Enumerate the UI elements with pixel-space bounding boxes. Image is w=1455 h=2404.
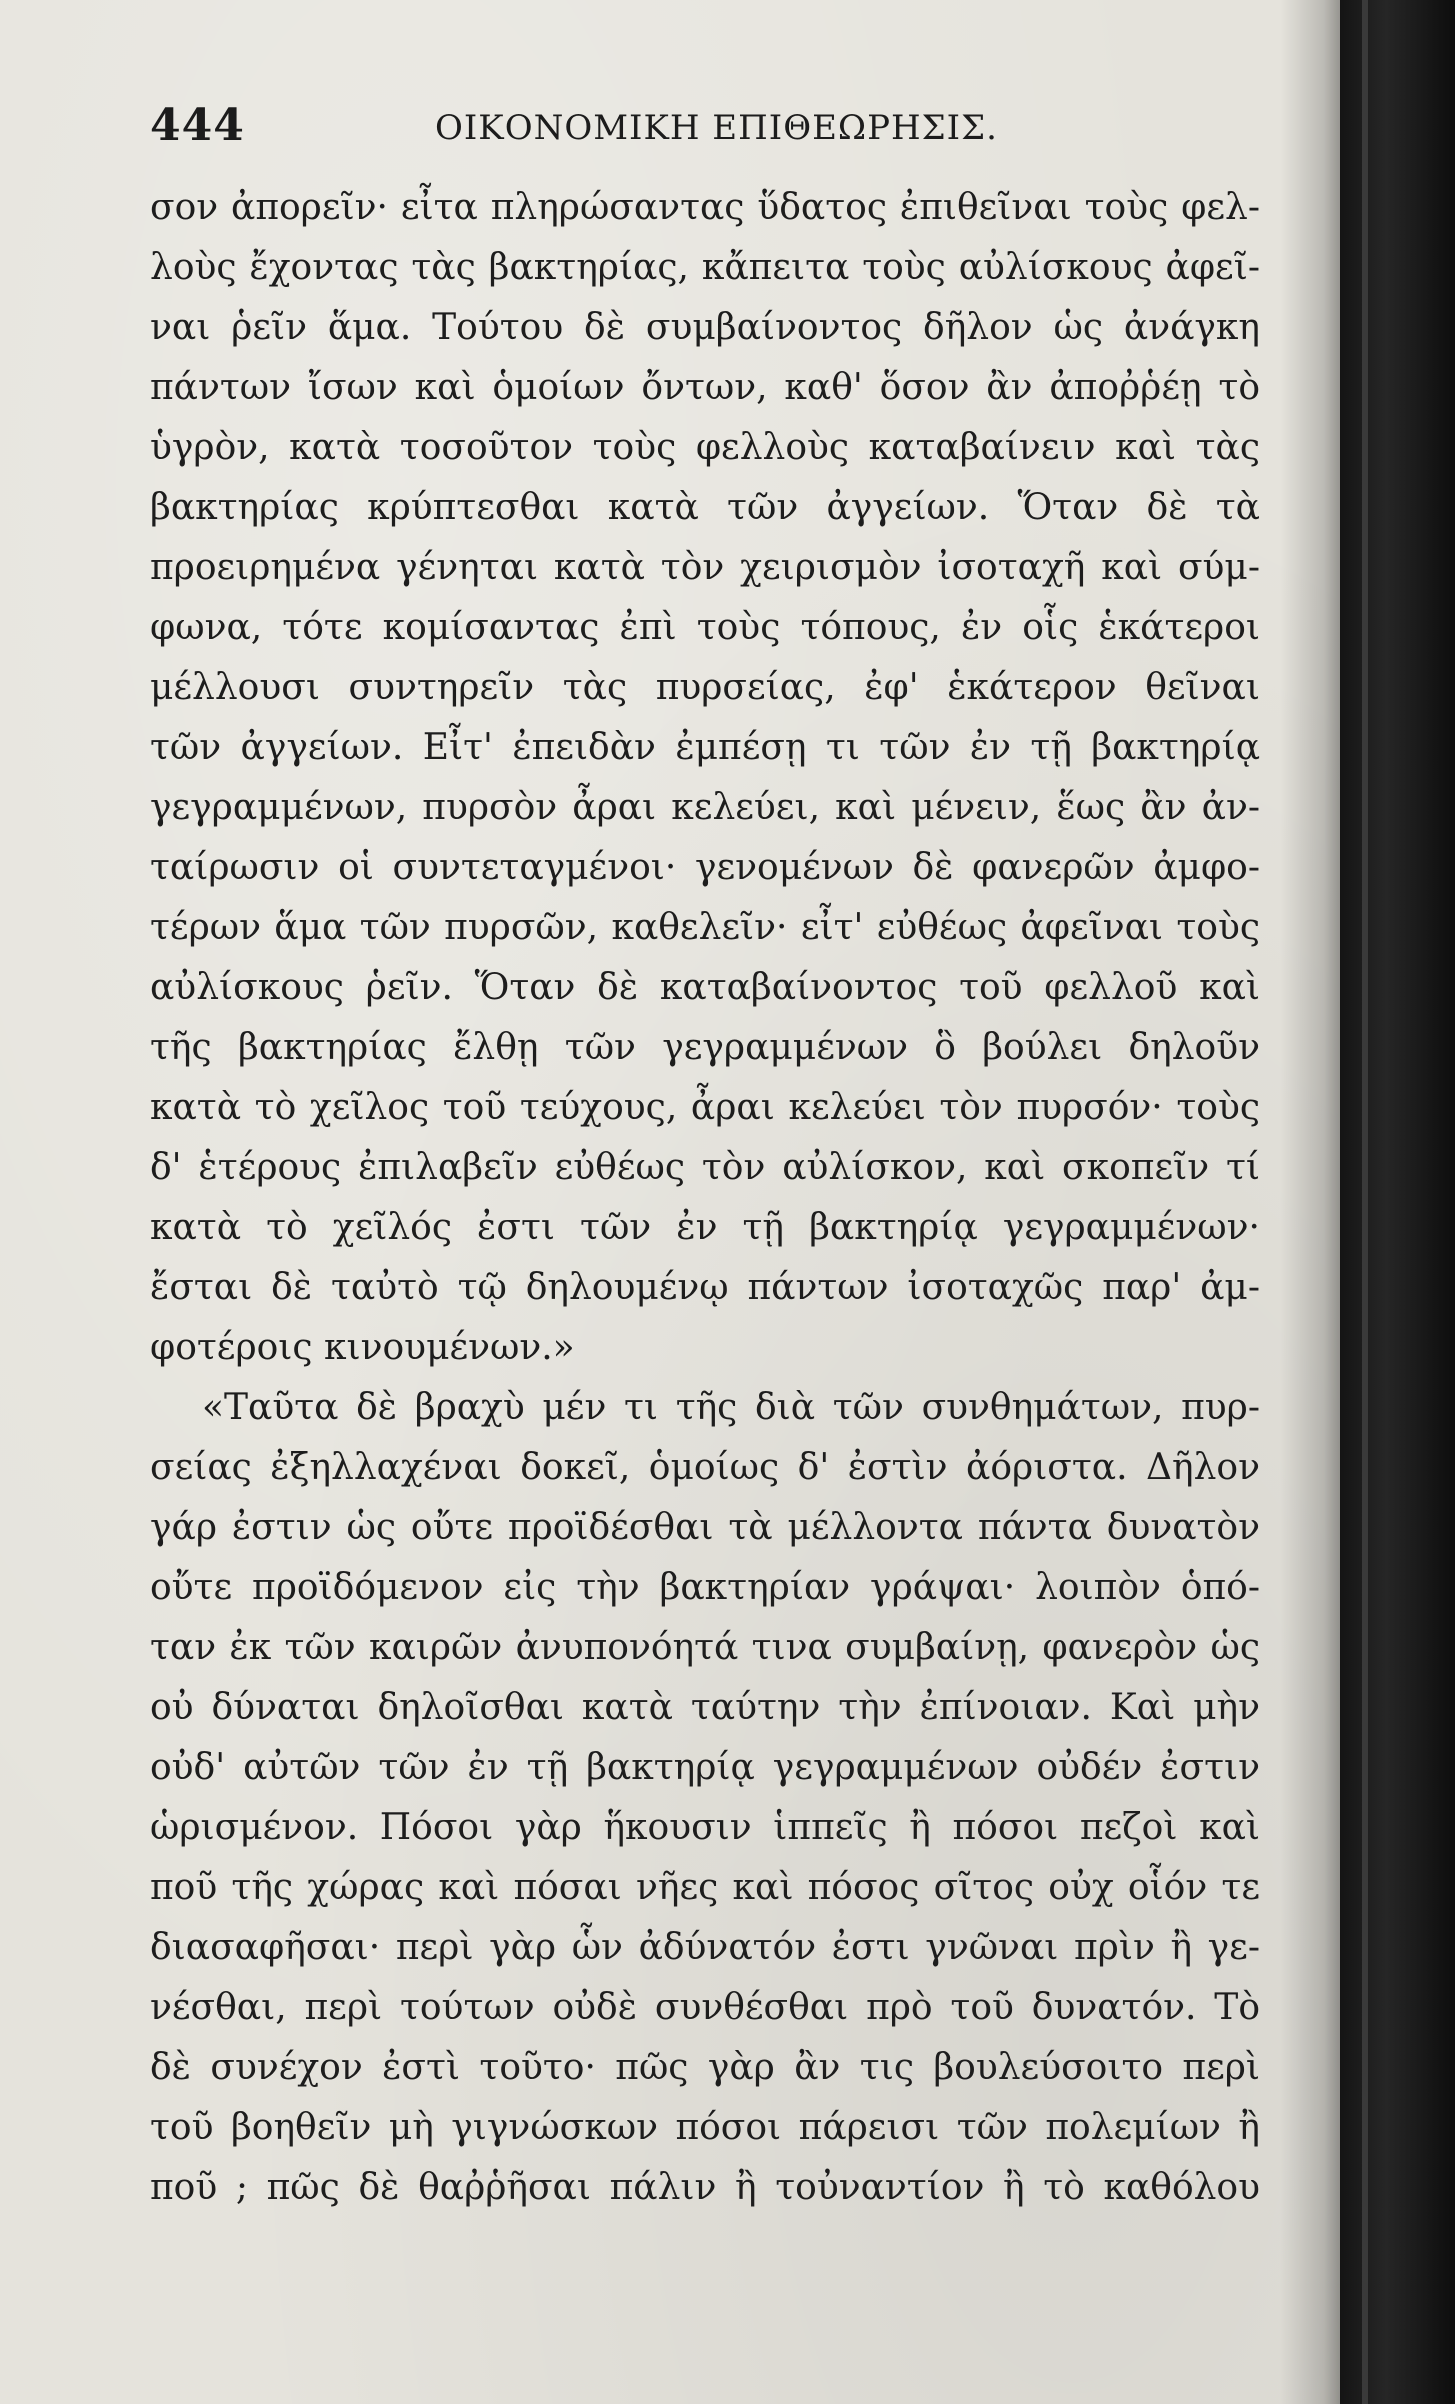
text-line: γάρ ἐστιν ὡς οὔτε προϊδέσθαι τὰ μέλλοντα πάντα δυνατὸν (150, 1507, 1260, 1548)
text-line: σείας ἐξηλλαχέναι δοκεῖ, ὁμοίως δ' ἐστὶν ἀόριστα. Δῆλον (150, 1447, 1260, 1488)
text-line: λοὺς ἔχοντας τὰς βακτηρίας, κἄπειτα τοὺς αὐλίσκους ἀφεῖ- (150, 247, 1260, 288)
text-line: τέρων ἅμα τῶν πυρσῶν, καθελεῖν· εἶτ' εὐθέως ἀφεῖναι τοὺς (150, 907, 1260, 948)
text-line: οὐ δύναται δηλοῖσθαι κατὰ ταύτην τὴν ἐπίνοιαν. Καὶ μὴν (150, 1687, 1260, 1728)
text-line: δὲ συνέχον ἐστὶ τοῦτο· πῶς γὰρ ἂν τις βουλεύσοιτο περὶ (150, 2047, 1260, 2088)
text-line: ὑγρὸν, κατὰ τοσοῦτον τοὺς φελλοὺς καταβαίνειν καὶ τὰς (150, 427, 1260, 468)
book-binding (1340, 0, 1455, 2404)
binding-edge (1362, 0, 1368, 2404)
text-line: ὡρισμένον. Πόσοι γὰρ ἥκουσιν ἱππεῖς ἢ πόσοι πεζοὶ καὶ (150, 1807, 1260, 1848)
text-line: οὔτε προϊδόμενον εἰς τὴν βακτηρίαν γράψαι· λοιπὸν ὁπό- (150, 1567, 1260, 1608)
text-line: αὐλίσκους ῥεῖν. Ὅταν δὲ καταβαίνοντος τοῦ φελλοῦ καὶ (150, 967, 1260, 1008)
text-line: φωνα, τότε κομίσαντας ἐπὶ τοὺς τόπους, ἐν οἷς ἑκάτεροι (150, 607, 1260, 648)
text-line: κατὰ τὸ χεῖλος τοῦ τεύχους, ἆραι κελεύει τὸν πυρσόν· τοὺς (150, 1087, 1260, 1128)
text-line: τῆς βακτηρίας ἔλθῃ τῶν γεγραμμένων ὃ βούλει δηλοῦν (150, 1027, 1260, 1068)
text-line: ἔσται δὲ ταὐτὸ τῷ δηλουμένῳ πάντων ἰσοταχῶς παρ' ἀμ- (150, 1267, 1260, 1308)
text-line: γεγραμμένων, πυρσὸν ἆραι κελεύει, καὶ μένειν, ἕως ἂν ἀν- (150, 787, 1260, 828)
text-line: ποῦ ; πῶς δὲ θαῤῥῆσαι πάλιν ἢ τοὐναντίον ἢ τὸ καθόλου (150, 2167, 1260, 2208)
text-line: τῶν ἀγγείων. Εἶτ' ἐπειδὰν ἐμπέσῃ τι τῶν ἐν τῇ βακτηρίᾳ (150, 727, 1260, 768)
body-text (150, 178, 1260, 2218)
text-line: ταίρωσιν οἱ συντεταγμένοι· γενομένων δὲ φανερῶν ἀμφο- (150, 847, 1260, 888)
text-line: «Ταῦτα δὲ βραχὺ μέν τι τῆς διὰ τῶν συνθημάτων, πυρ- (202, 1387, 1260, 1428)
text-line: ποῦ τῆς χώρας καὶ πόσαι νῆες καὶ πόσος σῖτος οὐχ οἷόν τε (150, 1867, 1260, 1908)
text-line: διασαφῆσαι· περὶ γὰρ ὧν ἀδύνατόν ἐστι γνῶναι πρὶν ἢ γε- (150, 1927, 1260, 1968)
text-line: νέσθαι, περὶ τούτων οὐδὲ συνθέσθαι πρὸ τοῦ δυνατόν. Τὸ (150, 1987, 1260, 2028)
text-line: τοῦ βοηθεῖν μὴ γιγνώσκων πόσοι πάρεισι τῶν πολεμίων ἢ (150, 2107, 1260, 2148)
text-line: οὐδ' αὐτῶν τῶν ἐν τῇ βακτηρίᾳ γεγραμμένων οὐδέν ἐστιν (150, 1747, 1260, 1788)
page-number: 444 (150, 100, 245, 151)
page-header (150, 100, 1260, 160)
text-line: ταν ἐκ τῶν καιρῶν ἀνυπονόητά τινα συμβαίνῃ, φανερὸν ὡς (150, 1627, 1260, 1668)
text-line: μέλλουσι συντηρεῖν τὰς πυρσείας, ἐφ' ἑκάτερον θεῖναι (150, 667, 1260, 708)
text-line: κατὰ τὸ χεῖλός ἐστι τῶν ἐν τῇ βακτηρίᾳ γεγραμμένων· (150, 1207, 1260, 1248)
text-line: φοτέροις κινουμένων.» (150, 1327, 575, 1368)
text-line: ναι ῥεῖν ἅμα. Τούτου δὲ συμβαίνοντος δῆλον ὡς ἀνάγκη (150, 307, 1260, 348)
running-title: ΟΙΚΟΝΟΜΙΚΗ ΕΠΙΘΕΩΡΗΣΙΣ. (435, 108, 998, 148)
text-line: προειρημένα γένηται κατὰ τὸν χειρισμὸν ἰσοταχῆ καὶ σύμ- (150, 547, 1260, 588)
text-line: σον ἀπορεῖν· εἶτα πληρώσαντας ὕδατος ἐπιθεῖναι τοὺς φελ- (150, 187, 1260, 228)
text-line: πάντων ἴσων καὶ ὁμοίων ὄντων, καθ' ὅσον ἂν ἀποῤῥέῃ τὸ (150, 367, 1260, 408)
text-line: δ' ἑτέρους ἐπιλαβεῖν εὐθέως τὸν αὐλίσκον, καὶ σκοπεῖν τί (150, 1147, 1260, 1188)
text-line: βακτηρίας κρύπτεσθαι κατὰ τῶν ἀγγείων. Ὅταν δὲ τὰ (150, 487, 1260, 528)
